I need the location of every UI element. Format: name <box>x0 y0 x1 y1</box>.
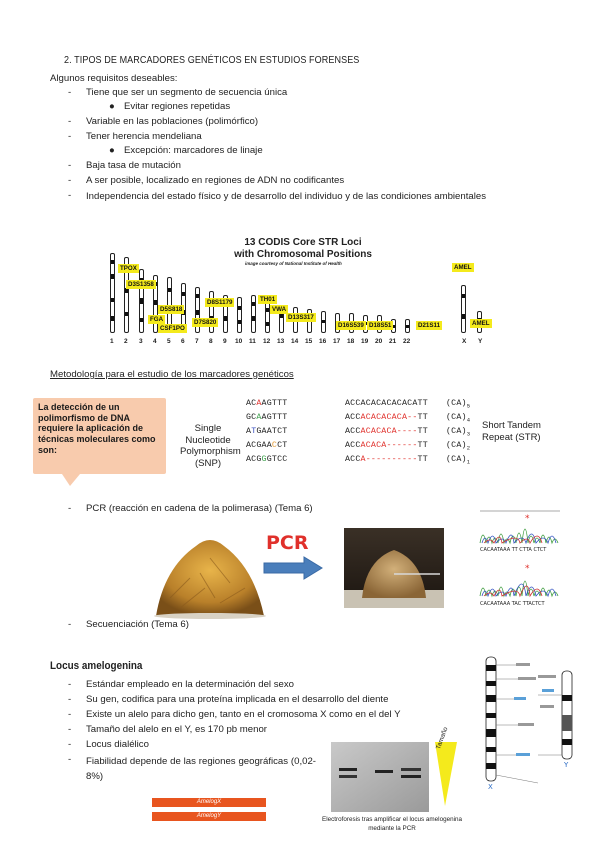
seq-part: GTCC <box>266 455 288 464</box>
locus-label: TH01 <box>260 296 276 303</box>
list-item: Independencia del estado físico y de desarrollo del individuo y de las condiciones ambientales <box>86 191 486 202</box>
list-dash: - <box>68 190 72 201</box>
list-dash: - <box>68 160 72 171</box>
snp-sequence <box>246 441 287 450</box>
codis-subtitle: with Chromosomal Positions <box>234 249 372 260</box>
seq-part: ACGAA <box>246 441 272 450</box>
list-dash: - <box>68 709 72 720</box>
count-subscript: 4 <box>466 416 471 424</box>
amelog-x-bar: AmelogX <box>152 798 266 807</box>
seq-part: TT <box>417 455 428 464</box>
snp-sequence <box>246 413 287 422</box>
chromosome-3 <box>139 269 144 333</box>
locus-label: D13S317 <box>288 314 314 321</box>
seq-variant: T <box>251 427 257 436</box>
count-text: (CA) <box>446 455 467 464</box>
seq-part: A <box>246 427 252 436</box>
snp-label-line: Single <box>194 423 222 434</box>
chromosome-number: 3 <box>139 338 143 345</box>
bullet-icon: ● <box>109 101 115 112</box>
codis-figure <box>104 235 494 350</box>
seq-part: TT <box>417 427 428 436</box>
seq-part: TT <box>417 441 428 450</box>
count-subscript: 2 <box>466 444 471 452</box>
gel-size-label: Tamaño <box>435 726 450 751</box>
chromosome-number: 1 <box>110 338 114 345</box>
methodology-heading: Metodología para el estudio de los marcadores genéticos <box>50 369 294 380</box>
pcr-item: PCR (reacción en cadena de la polimerasa) (Tema 6) <box>86 503 313 514</box>
chromosome-number: 13 <box>277 338 285 345</box>
chromosome-x-label: X <box>488 783 493 789</box>
chromosome-number: 17 <box>333 338 341 345</box>
chromosome-number: 15 <box>305 338 313 345</box>
xy-chromosome-diagram <box>478 655 582 789</box>
hay-pile-photo <box>344 528 444 608</box>
locus-label: AMEL <box>472 320 490 327</box>
list-item: Tamaño del alelo en el Y, es 170 pb menor <box>86 724 267 735</box>
list-dash: - <box>68 739 72 750</box>
chromosome-number: X <box>462 338 467 345</box>
list-dash: - <box>68 694 72 705</box>
seq-repeat: ACACACACACA <box>360 399 418 408</box>
chromatogram-2 <box>478 562 562 608</box>
chromosome-11 <box>251 295 256 333</box>
gel-image <box>331 742 457 812</box>
list-dash: - <box>68 87 72 98</box>
list-dash: - <box>68 131 72 142</box>
locus-label: CSF1PO <box>160 325 185 332</box>
count-subscript: 5 <box>466 402 471 410</box>
str-count <box>446 399 470 410</box>
str-count <box>446 413 470 424</box>
list-item: Su gen, codifica para una proteína implicada en el desarrollo del diente <box>86 694 389 705</box>
chromatogram-sequence: CACAATAAA TT CTTA CTCT <box>480 547 547 553</box>
locus-label: TPOX <box>120 265 137 272</box>
list-dash: - <box>68 619 72 630</box>
list-item: Baja tasa de mutación <box>86 160 181 171</box>
amelogenin-heading: Locus amelogenina <box>50 660 143 672</box>
list-item: Estándar empleado en la determinación del sexo <box>86 679 294 690</box>
seq-part: TT <box>417 413 428 422</box>
seq-variant: A <box>256 399 262 408</box>
locus-label: D18S51 <box>369 322 392 329</box>
seq-part: GC <box>246 413 257 422</box>
seq-part: AC <box>246 399 257 408</box>
locus-label: D7S820 <box>194 319 217 326</box>
chromosome-22 <box>405 319 410 333</box>
str-sequence <box>345 413 428 422</box>
snp-label <box>180 423 241 469</box>
seq-part: ACC <box>345 413 361 422</box>
seq-repeat: ACACACA---- <box>360 427 418 436</box>
amelog-y-bar: AmelogY <box>152 812 266 821</box>
chromosome-number: 21 <box>389 338 397 345</box>
count-text: (CA) <box>446 427 467 436</box>
list-dash: - <box>68 175 72 186</box>
seq-part: AGTTT <box>261 413 288 422</box>
chromosome-number: 14 <box>291 338 299 345</box>
chromosome-10 <box>237 297 242 333</box>
locus-label: D3S1358 <box>128 281 154 288</box>
chromosome-x <box>461 285 466 333</box>
seq-variant: C <box>271 441 278 450</box>
count-text: (CA) <box>446 399 467 408</box>
chromosome-16 <box>321 311 326 333</box>
seq-part: ACC <box>345 399 361 408</box>
str-count <box>446 441 470 452</box>
seq-part: AGTTT <box>261 399 288 408</box>
chromosome-number: 4 <box>153 338 157 345</box>
list-item: Excepción: marcadores de linaje <box>124 145 263 156</box>
count-subscript: 3 <box>466 430 471 438</box>
snp-label-line: (SNP) <box>194 457 222 469</box>
chromosome-number: 20 <box>375 338 383 345</box>
locus-label: D21S11 <box>418 322 441 329</box>
svg-text:*: * <box>525 514 530 524</box>
seq-part: GAATCT <box>256 427 288 436</box>
seq-variant: A <box>256 413 262 422</box>
chromosome-number: 7 <box>195 338 199 345</box>
locus-label: FGA <box>150 316 164 323</box>
chromatogram-sequence: CACAATAAA TAC TTACTCT <box>480 601 545 607</box>
bullet-icon: ● <box>109 145 115 156</box>
locus-label: AMEL <box>454 264 472 271</box>
callout-text: La detección de un polimorfismo de DNA requiere la aplicación de técnicas moleculares como son: <box>38 402 156 455</box>
chromosome-number: 16 <box>319 338 327 345</box>
str-count <box>446 455 470 466</box>
snp-sequence <box>246 455 287 464</box>
count-text: (CA) <box>446 441 467 450</box>
list-item: Tiene que ser un segmento de secuencia única <box>86 87 288 98</box>
list-dash: - <box>68 754 72 765</box>
list-dash: - <box>68 116 72 127</box>
chromosome-number: 2 <box>124 338 128 345</box>
list-item: Variable en las poblaciones (polimórfico) <box>86 116 259 127</box>
seq-part: TT <box>417 399 428 408</box>
gel-caption: Electroforesis tras amplificar el locus amelogenina mediante la PCR <box>322 816 462 832</box>
list-item: Existe un alelo para dicho gen, tanto en el cromosoma X como en el del Y <box>86 709 401 720</box>
str-sequence <box>345 399 428 408</box>
count-text: (CA) <box>446 413 467 422</box>
str-label-line: Repeat (STR) <box>482 432 541 443</box>
chromosome-number: 18 <box>347 338 355 345</box>
list-dash: - <box>68 503 72 514</box>
locus-label: VWA <box>272 306 287 313</box>
str-label-line: Short Tandem <box>482 420 541 431</box>
snp-label-line: Nucleotide <box>185 434 231 446</box>
chromosome-y-label: Y <box>564 761 569 769</box>
locus-label: D16S539 <box>338 322 364 329</box>
codis-credit: image courtesy of National Institute of Health <box>245 261 342 266</box>
chromosome-number: 6 <box>181 338 185 345</box>
seq-repeat: ACACA------ <box>360 441 418 450</box>
sequencing-item: Secuenciación (Tema 6) <box>86 619 189 630</box>
chromosome-number: 10 <box>235 338 243 345</box>
hay-pile-image <box>150 528 270 620</box>
section-title: 2. TIPOS DE MARCADORES GENÉTICOS EN ESTUDIOS FORENSES <box>64 54 360 66</box>
snp-sequence <box>246 427 287 436</box>
chromosome-1 <box>110 253 115 333</box>
str-count <box>446 427 470 438</box>
seq-part: ACG <box>246 455 262 464</box>
callout-tail <box>62 474 80 486</box>
chromosome-number: 11 <box>249 338 256 345</box>
list-dash: - <box>68 724 72 735</box>
str-sequence <box>345 441 428 450</box>
chromosome-number: 9 <box>223 338 227 345</box>
chromosome-number: Y <box>478 338 483 345</box>
chromosome-number: 22 <box>403 338 411 345</box>
seq-part: ACC <box>345 455 361 464</box>
intro-text: Algunos requisitos deseables: <box>50 73 178 84</box>
seq-part: CT <box>277 441 288 450</box>
snp-sequence <box>246 399 287 408</box>
chromosome-number: 12 <box>263 338 271 345</box>
arrow-right-icon <box>262 556 324 580</box>
locus-label: D5S818 <box>160 306 183 313</box>
seq-repeat: A---------- <box>360 455 418 464</box>
list-dash: - <box>68 679 72 690</box>
chromosome-number: 19 <box>361 338 369 345</box>
snp-label-line: Polymorphism <box>180 446 241 457</box>
list-item: Fiabilidad depende de las regiones geográficas (0,02-8%) <box>86 756 316 782</box>
seq-repeat: ACACACACA-- <box>360 413 418 422</box>
svg-text:*: * <box>525 564 530 574</box>
str-label <box>482 420 541 444</box>
pcr-label: PCR <box>266 532 309 554</box>
codis-title: 13 CODIS Core STR Loci <box>244 237 362 248</box>
chromosome-number: 5 <box>167 338 171 345</box>
count-subscript: 1 <box>466 458 471 466</box>
locus-label: D8S1179 <box>207 299 233 306</box>
str-sequence <box>345 455 428 464</box>
list-item: Tener herencia mendeliana <box>86 131 202 142</box>
seq-part: ACC <box>345 427 361 436</box>
list-item: A ser posible, localizado en regiones de ADN no codificantes <box>86 175 345 186</box>
chromatogram-1 <box>478 509 562 553</box>
seq-part: ACC <box>345 441 361 450</box>
chromosome-number: 8 <box>209 338 213 345</box>
list-item: Locus dialélico <box>86 739 149 750</box>
str-sequence <box>345 427 428 436</box>
seq-variant: G <box>261 455 267 464</box>
list-item: Evitar regiones repetidas <box>124 101 231 112</box>
